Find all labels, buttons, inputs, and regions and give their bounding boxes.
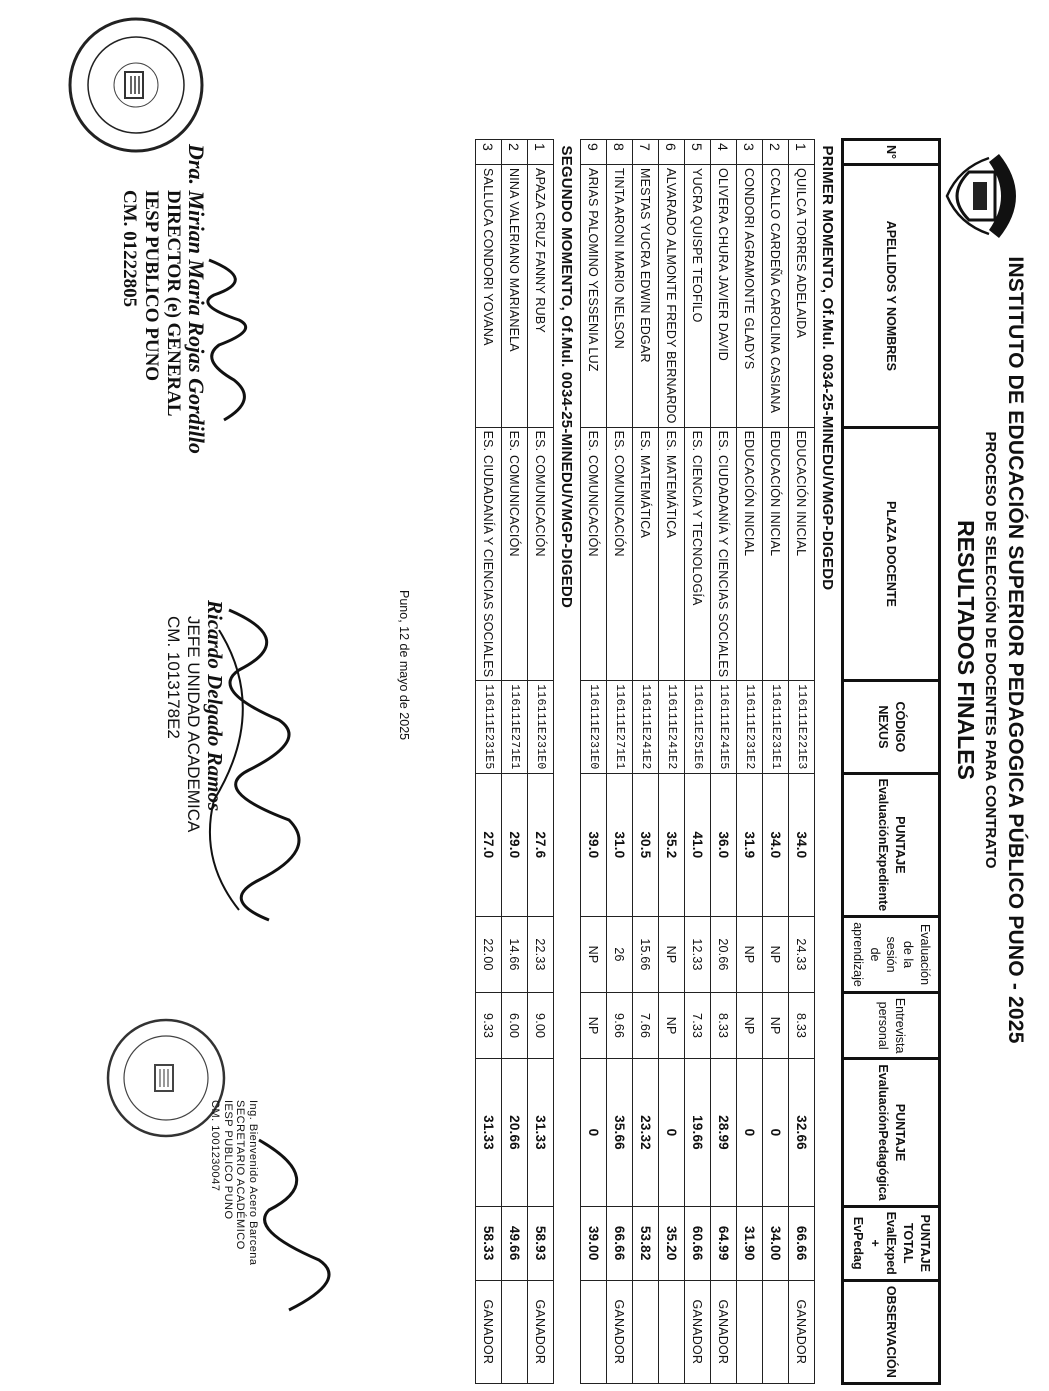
- row-name: ALVARADO ALMONTE FREDY BERNARDO: [659, 165, 685, 428]
- row-name: CCALLO CARDEÑA CAROLINA CASIANA: [763, 165, 789, 428]
- col-session: Evaluación de la sesión de aprendizaje: [843, 917, 940, 993]
- col-plaza: PLAZA DOCENTE: [843, 427, 940, 681]
- row-ped-score: 0: [737, 1059, 763, 1206]
- row-session-score: NP: [659, 917, 685, 993]
- secretary-institution: IESP PUBLICO PUNO: [221, 1100, 234, 1220]
- row-code: 116111E231E5: [476, 681, 502, 773]
- official-stamp-left-icon: [65, 14, 207, 156]
- row-session-score: 15.66: [633, 917, 659, 993]
- row-exp-score: 34.0: [763, 773, 789, 917]
- row-name: TINTA ARONI MARIO NELSON: [607, 165, 633, 428]
- row-exp-score: 36.0: [711, 773, 737, 917]
- table-row: [737, 140, 763, 1384]
- director-signature-block: [118, 144, 209, 454]
- director-name: Dra. Mirian Maria Rojas Gordillo: [184, 144, 209, 454]
- row-exp-score: 27.0: [476, 773, 502, 917]
- row-observation: [737, 1280, 763, 1383]
- row-number: 6: [659, 140, 685, 165]
- row-plaza: ES. COMUNICACIÓN: [502, 427, 528, 681]
- row-exp-score: 29.0: [502, 773, 528, 917]
- row-code: 116111E271E1: [607, 681, 633, 773]
- row-observation: [581, 1280, 607, 1383]
- row-ped-score: 28.99: [711, 1059, 737, 1206]
- col-ped: PUNTAJE EvaluaciónPedagógica: [843, 1059, 940, 1206]
- row-observation: GANADOR: [528, 1280, 554, 1383]
- director-institution: IESP PUBLICO PUNO: [140, 190, 162, 382]
- row-name: CONDORI AGRAMONTE GLADYS: [737, 165, 763, 428]
- row-interview-score: 9.00: [528, 992, 554, 1059]
- row-session-score: NP: [763, 917, 789, 993]
- table-row: [659, 140, 685, 1384]
- row-number: 4: [711, 140, 737, 165]
- row-total-score: 31.90: [737, 1206, 763, 1280]
- row-name: NINA VALERIANO MARIANELA: [502, 165, 528, 428]
- row-observation: GANADOR: [607, 1280, 633, 1383]
- table-row: [763, 140, 789, 1384]
- row-interview-score: 9.33: [476, 992, 502, 1059]
- row-session-score: 14.66: [502, 917, 528, 993]
- row-name: SALLUCA CONDORI YOVANA: [476, 165, 502, 428]
- row-interview-score: 8.33: [789, 992, 815, 1059]
- row-observation: GANADOR: [685, 1280, 711, 1383]
- row-total-score: 66.66: [607, 1206, 633, 1280]
- row-plaza: ES. CIENCIA Y TECNOLOGÍA: [685, 427, 711, 681]
- row-session-score: NP: [581, 917, 607, 993]
- row-total-score: 66.66: [789, 1206, 815, 1280]
- col-name: APELLIDOS Y NOMBRES: [843, 165, 940, 428]
- academic-head-name: Ricardo Delgado Ramos: [203, 600, 227, 812]
- row-plaza: ES. CIUDADANÍA Y CIENCIAS SOCIALES: [711, 427, 737, 681]
- row-exp-score: 27.6: [528, 773, 554, 917]
- row-total-score: 64.99: [711, 1206, 737, 1280]
- col-exp: PUNTAJE EvaluaciónExpediente: [843, 773, 940, 917]
- row-name: QUILCA TORRES ADELAIDA: [789, 165, 815, 428]
- row-total-score: 58.33: [476, 1206, 502, 1280]
- row-code: 116111E271E1: [502, 681, 528, 773]
- row-plaza: EDUCACIÓN INICIAL: [789, 427, 815, 681]
- date-line: Puno, 12 de mayo de 2025: [397, 590, 411, 741]
- row-session-score: NP: [737, 917, 763, 993]
- row-exp-score: 41.0: [685, 773, 711, 917]
- table-row: [528, 140, 554, 1384]
- col-num: N°: [843, 140, 940, 165]
- results-table: [475, 138, 941, 1385]
- row-code: 116111E241E5: [711, 681, 737, 773]
- row-interview-score: 7.33: [685, 992, 711, 1059]
- row-code: 116111E251E6: [685, 681, 711, 773]
- row-interview-score: 8.33: [711, 992, 737, 1059]
- row-ped-score: 20.66: [502, 1059, 528, 1206]
- academic-head-signature-block: [164, 600, 227, 832]
- row-code: 116111E241E2: [659, 681, 685, 773]
- row-number: 5: [685, 140, 711, 165]
- row-observation: GANADOR: [789, 1280, 815, 1383]
- row-ped-score: 23.32: [633, 1059, 659, 1206]
- row-exp-score: 35.2: [659, 773, 685, 917]
- row-number: 2: [763, 140, 789, 165]
- row-ped-score: 35.66: [607, 1059, 633, 1206]
- col-code: CÓDIGO NEXUS: [843, 681, 940, 773]
- row-name: ARIAS PALOMINO YESSENIA LUZ: [581, 165, 607, 428]
- row-interview-score: NP: [581, 992, 607, 1059]
- table-row: [711, 140, 737, 1384]
- row-total-score: 49.66: [502, 1206, 528, 1280]
- document-title: INSTITUTO DE EDUCACIÓN SUPERIOR PEDAGOGICA PÚBLICO PUNO - 2025: [1004, 256, 1027, 1044]
- row-name: MESTAS YUCRA EDWIN EDGAR: [633, 165, 659, 428]
- row-ped-score: 31.33: [476, 1059, 502, 1206]
- section-title-row: [815, 140, 843, 1384]
- table-row: [685, 140, 711, 1384]
- col-total: PUNTAJE TOTAL EvalExped + EvPedag: [843, 1206, 940, 1280]
- row-code: 116111E221E3: [789, 681, 815, 773]
- row-plaza: ES. CIUDADANÍA Y CIENCIAS SOCIALES: [476, 427, 502, 681]
- row-session-score: 22.00: [476, 917, 502, 993]
- row-number: 1: [528, 140, 554, 165]
- table-row: [789, 140, 815, 1384]
- row-observation: GANADOR: [711, 1280, 737, 1383]
- results-body: [476, 140, 843, 1384]
- col-interview: Entrevista personal: [843, 992, 940, 1059]
- row-session-score: 26: [607, 917, 633, 993]
- director-role: DIRECTOR (e) GENERAL: [162, 190, 184, 417]
- row-plaza: ES. MATEMÁTICA: [659, 427, 685, 681]
- row-exp-score: 31.0: [607, 773, 633, 917]
- row-code: 116111E231E2: [737, 681, 763, 773]
- row-exp-score: 39.0: [581, 773, 607, 917]
- row-ped-score: 31.33: [528, 1059, 554, 1206]
- row-exp-score: 34.0: [789, 773, 815, 917]
- row-plaza: ES. COMUNICACIÓN: [528, 427, 554, 681]
- row-number: 2: [502, 140, 528, 165]
- row-observation: [633, 1280, 659, 1383]
- table-row: [633, 140, 659, 1384]
- row-session-score: 22.33: [528, 917, 554, 993]
- row-code: 116111E231E0: [581, 681, 607, 773]
- row-name: YUCRA QUISPE TEOFILO: [685, 165, 711, 428]
- table-row: [581, 140, 607, 1384]
- academic-head-role: JEFE UNIDAD ACADEMICA: [183, 616, 203, 833]
- row-plaza: EDUCACIÓN INICIAL: [763, 427, 789, 681]
- table-row: [607, 140, 633, 1384]
- section-title-row: [554, 140, 581, 1384]
- row-ped-score: 32.66: [789, 1059, 815, 1206]
- row-interview-score: NP: [659, 992, 685, 1059]
- director-cm: CM. 01222805: [119, 190, 141, 308]
- academic-head-cm: CM. 1013178E2: [164, 616, 184, 739]
- secretary-signature-block: [208, 1100, 259, 1266]
- row-code: 116111E231E0: [528, 681, 554, 773]
- row-number: 9: [581, 140, 607, 165]
- row-plaza: ES. MATEMÁTICA: [633, 427, 659, 681]
- section-title: PRIMER MOMENTO, Of.Mul. 0034-25-MINEDU/VMGP-DIGEDD: [815, 140, 843, 1384]
- secretary-cm: CM. 1001230047: [209, 1100, 222, 1192]
- table-header-row: [843, 140, 940, 1384]
- row-interview-score: NP: [737, 992, 763, 1059]
- row-interview-score: 7.66: [633, 992, 659, 1059]
- row-interview-score: NP: [763, 992, 789, 1059]
- row-plaza: ES. COMUNICACIÓN: [607, 427, 633, 681]
- row-interview-score: 6.00: [502, 992, 528, 1059]
- row-total-score: 60.66: [685, 1206, 711, 1280]
- row-name: APAZA CRUZ FANNY RUBY: [528, 165, 554, 428]
- document-heading: RESULTADOS FINALES: [953, 520, 979, 780]
- table-row: [476, 140, 502, 1384]
- row-observation: [502, 1280, 528, 1383]
- row-session-score: 12.33: [685, 917, 711, 993]
- row-ped-score: 0: [581, 1059, 607, 1206]
- row-exp-score: 31.9: [737, 773, 763, 917]
- row-number: 3: [476, 140, 502, 165]
- row-session-score: 24.33: [789, 917, 815, 993]
- row-number: 7: [633, 140, 659, 165]
- row-total-score: 39.00: [581, 1206, 607, 1280]
- row-interview-score: 9.66: [607, 992, 633, 1059]
- row-number: 1: [789, 140, 815, 165]
- row-plaza: ES. COMUNICACIÓN: [581, 427, 607, 681]
- row-exp-score: 30.5: [633, 773, 659, 917]
- row-total-score: 35.20: [659, 1206, 685, 1280]
- row-number: 8: [607, 140, 633, 165]
- table-row: [502, 140, 528, 1384]
- secretary-role: SECRETARIO ACADÉMICO: [234, 1100, 247, 1250]
- row-observation: GANADOR: [476, 1280, 502, 1383]
- row-ped-score: 19.66: [685, 1059, 711, 1206]
- row-ped-score: 0: [659, 1059, 685, 1206]
- row-total-score: 58.93: [528, 1206, 554, 1280]
- document-subtitle: PROCESO DE SELECCIÓN DE DOCENTES PARA CONTRATO: [982, 431, 999, 869]
- section-title: SEGUNDO MOMENTO, Of.Mul. 0034-25-MINEDU/VMGP-DIGEDD: [554, 140, 581, 1384]
- row-code: 116111E241E2: [633, 681, 659, 773]
- row-plaza: EDUCACIÓN INICIAL: [737, 427, 763, 681]
- row-total-score: 34.00: [763, 1206, 789, 1280]
- row-ped-score: 0: [763, 1059, 789, 1206]
- row-number: 3: [737, 140, 763, 165]
- row-observation: [659, 1280, 685, 1383]
- row-total-score: 53.82: [633, 1206, 659, 1280]
- secretary-name: Ing. Bienvenido Acero Barcena: [247, 1100, 259, 1266]
- row-code: 116111E231E1: [763, 681, 789, 773]
- row-name: OLIVERA CHURA JAVIER DAVID: [711, 165, 737, 428]
- row-session-score: 20.66: [711, 917, 737, 993]
- col-obs: OBSERVACIÓN: [843, 1280, 940, 1383]
- row-observation: [763, 1280, 789, 1383]
